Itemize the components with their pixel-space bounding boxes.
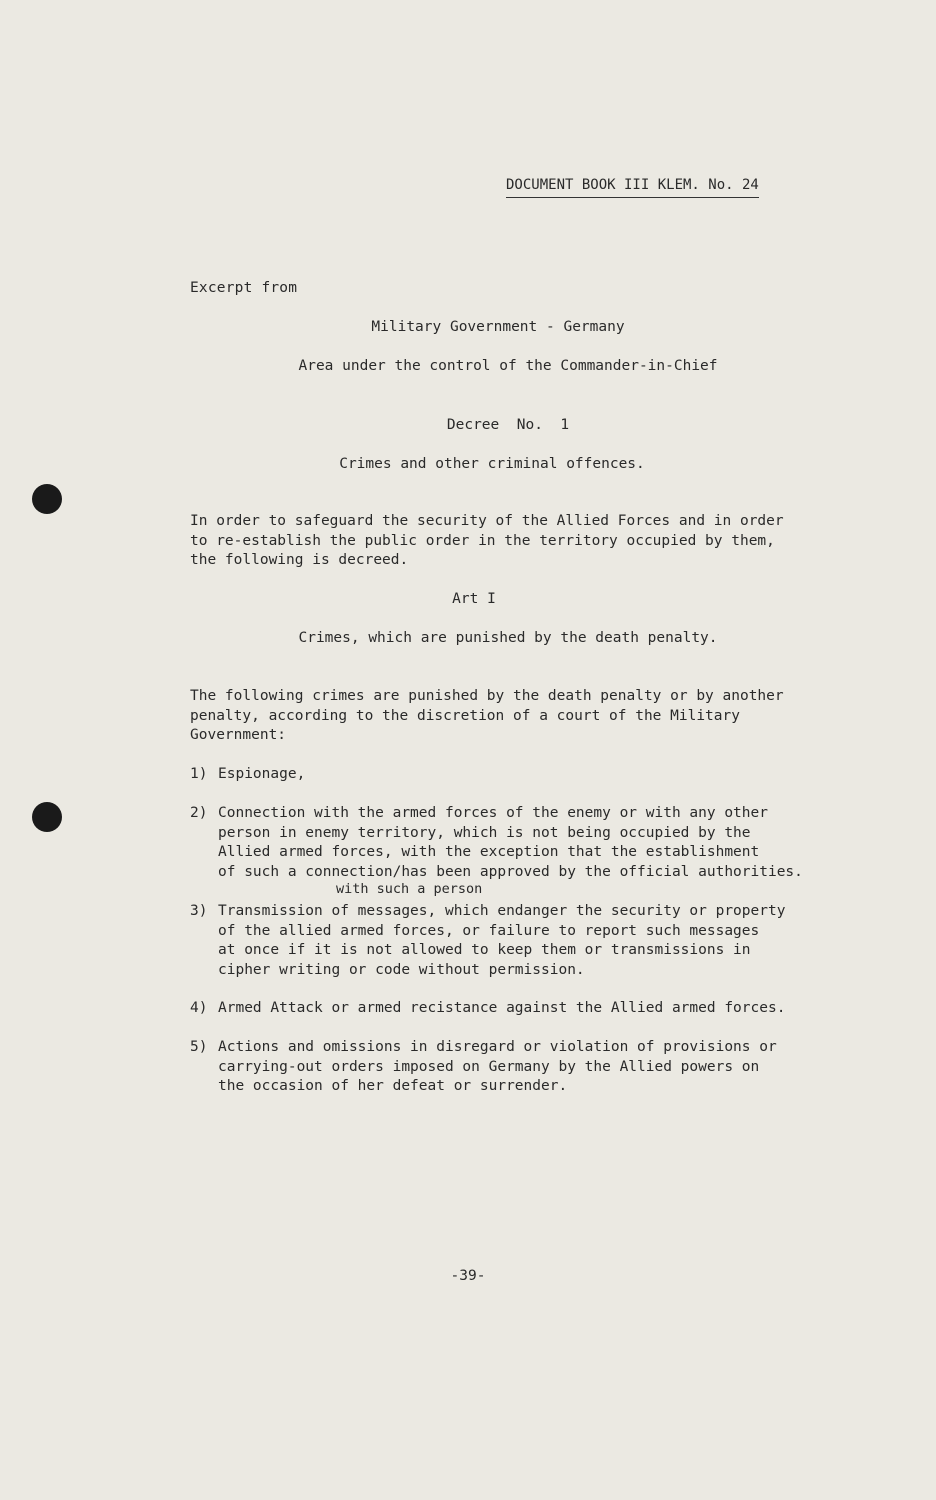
document-reference: DOCUMENT BOOK III KLEM. No. 24: [506, 176, 759, 198]
article-title: Art I: [452, 591, 496, 607]
punch-hole-upper: [32, 484, 62, 514]
preamble-line: the following is decreed.: [190, 552, 409, 568]
list-item-line: the occasion of her defeat or surrender.: [218, 1078, 568, 1094]
list-item-line: Connection with the armed forces of the enemy or with any other: [218, 805, 768, 821]
list-item-number: 5): [190, 1039, 208, 1055]
decree-title: Decree No. 1: [446, 417, 570, 433]
preamble-line: In order to safeguard the security of the Allied Forces and in order: [190, 513, 784, 529]
list-item-line: of the allied armed forces, or failure to report such messages: [218, 922, 760, 939]
preamble-paragraph: [190, 512, 870, 571]
list-item-number: 2): [190, 805, 208, 821]
list-item-line: cipher writing or code without permission.: [218, 961, 585, 978]
article-intro-line: The following crimes are punished by the death penalty or by another: [190, 688, 784, 704]
page-number: -39-: [450, 1268, 486, 1284]
list-item-number: 1): [190, 766, 208, 782]
list-item-line: Actions and omissions in disregard or violation of provisions or: [218, 1039, 777, 1055]
area-title: Area under the control of the Commander-in-Chief: [298, 358, 718, 374]
punch-hole-lower: [32, 802, 62, 832]
list-item-number: 3): [190, 903, 208, 919]
list-item-line: of such a connection/has been approved by the official authorities.: [218, 863, 803, 880]
preamble-line: to re-establish the public order in the territory occupied by them,: [190, 532, 775, 549]
article-intro-line: penalty, according to the discretion of a court of the Military: [190, 707, 740, 724]
handwritten-insertion: with such a person: [336, 881, 483, 897]
list-item-line: Espionage,: [218, 766, 306, 782]
excerpt-label: Excerpt from: [190, 280, 298, 296]
list-item-line: carrying-out orders imposed on Germany by the Allied powers on: [218, 1058, 760, 1075]
list-item-line: Transmission of messages, which endanger the security or property: [218, 903, 786, 919]
authority-title: Military Government - Germany: [371, 319, 625, 335]
list-item-line: Allied armed forces, with the exception that the establishment: [218, 844, 760, 860]
list-item-number: 4): [190, 1000, 208, 1016]
article-subtitle: Crimes, which are punished by the death penalty.: [298, 630, 718, 646]
article-intro-line: Government:: [190, 727, 287, 743]
article-intro-paragraph: [190, 687, 870, 746]
list-item-line: Armed Attack or armed recistance against the Allied armed forces.: [218, 1000, 786, 1016]
list-item-line: at once if it is not allowed to keep them or transmissions in: [218, 942, 751, 958]
list-item-line: person in enemy territory, which is not being occupied by the: [218, 824, 751, 841]
decree-subject: Crimes and other criminal offences.: [339, 456, 645, 472]
